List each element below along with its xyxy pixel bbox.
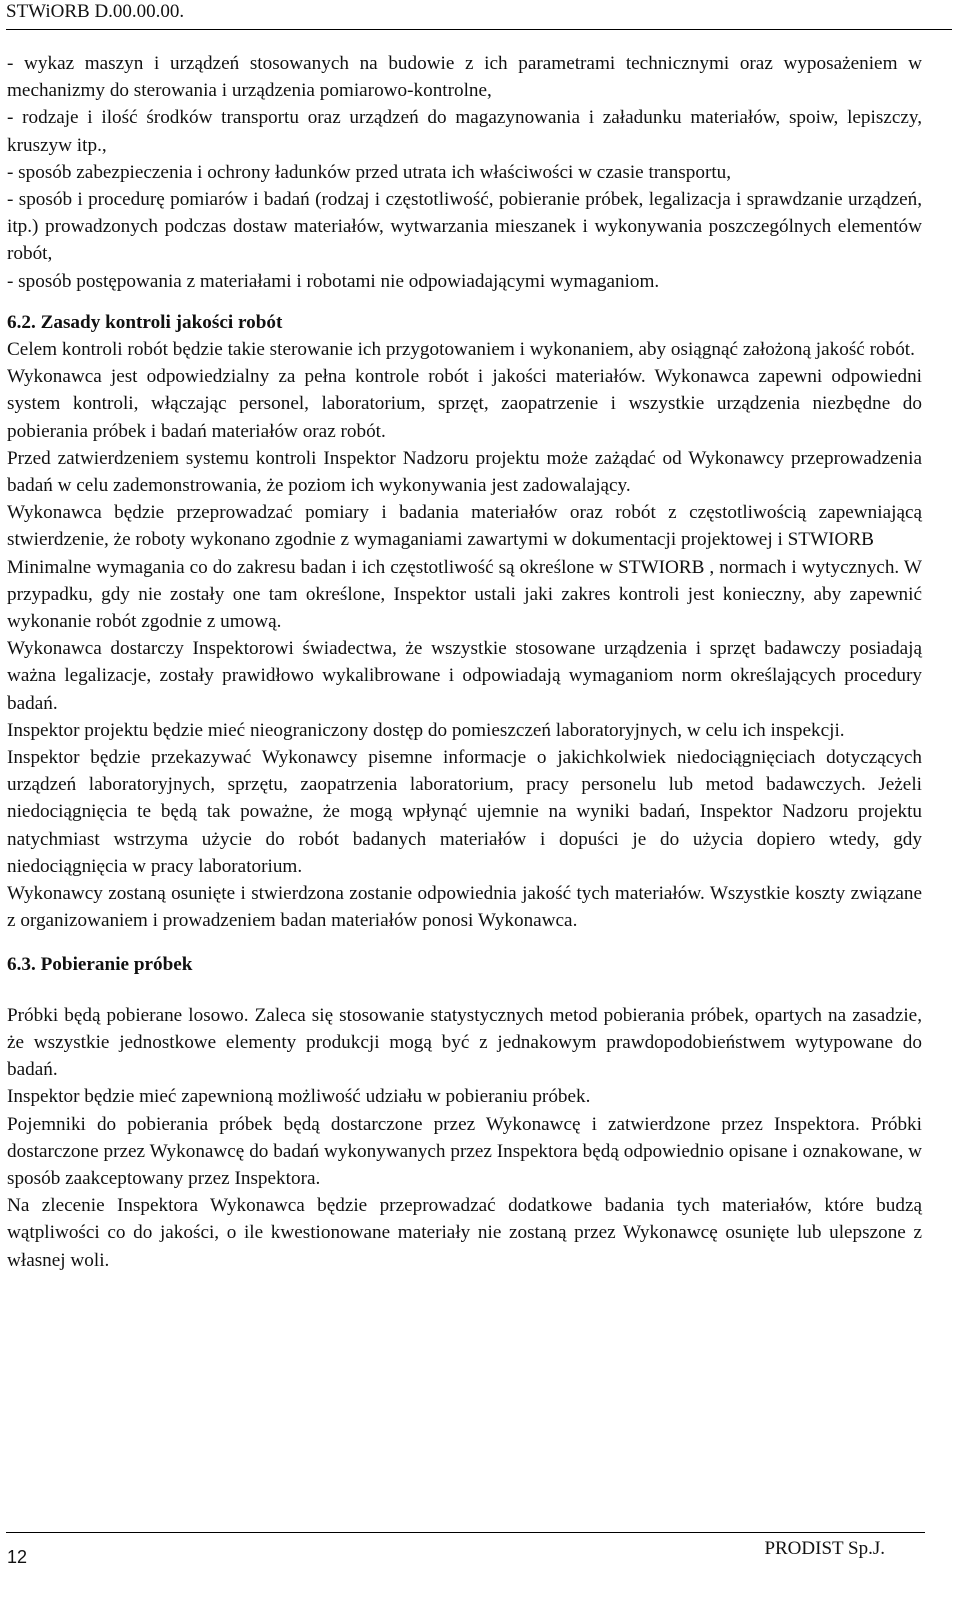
section-6-2 [7,309,922,935]
document-body [7,50,922,1274]
list-item: - sposób i procedurę pomiarów i badań (rodzaj i częstotliwość, pobieranie próbek, legalizacja i sprawdzanie urządzeń, itp.) prowadzonych podczas dostaw materiałów, wytwarzania mieszanek i wykonywania poszczególnych elementów robót, [7,189,922,265]
header-divider [6,29,952,30]
list-item: - sposób postępowania z materiałami i robotami nie odpowiadającymi wymaganiom. [7,270,660,292]
section-heading: 6.2. Zasady kontroli jakości robót [7,311,283,333]
document-code: STWiORB D.00.00.00. [6,1,185,22]
list-item: - rodzaje i ilość środków transportu oraz urządzeń do magazynowania i załadunku materiałów, spoiw, lepiszczy, kruszyw itp., [7,107,922,156]
paragraph: Wykonawca jest odpowiedzialny za pełna kontrole robót i jakości materiałów. Wykonawca zapewni odpowiedni system kontroli, włączając personel, laboratorium, sprzęt, zaopatrzenie i wszystkie urządzenia niezbędne do pobierania próbek i badań materiałów oraz robót. [7,366,922,442]
paragraph: Inspektor projektu będzie mieć nieograniczony dostęp do pomieszczeń laboratoryjnych, w celu ich inspekcji. [7,719,845,741]
paragraph: Próbki będą pobierane losowo. Zaleca się stosowanie statystycznych metod pobierania próbek, opartych na zasadzie, że wszystkie jednostkowe elementy produkcji mogą być z jednakowym prawdopodobieństwem wytypowane do badań. [7,1004,922,1081]
section-6-3 [7,951,922,1274]
paragraph: Na zlecenie Inspektora Wykonawca będzie przeprowadzać dodatkowe badania tych materiałów, które budzą wątpliwości co do jakości, o ile kwestionowane materiały nie zostaną przez Wykonawcę osunięte lub ulepszone z własnej woli. [7,1195,922,1271]
paragraph: Inspektor będzie mieć zapewnioną możliwość udziału w pobieraniu próbek. [7,1086,591,1108]
paragraph: Wykonawca dostarczy Inspektorowi świadectwa, że wszystkie stosowane urządzenia i sprzęt badawczy posiadają ważna legalizacje, zostały prawidłowo wykalibrowane i odpowiadają wymaganiom norm określających procedury badań. [7,638,922,714]
company-name: PRODIST Sp.J. [764,1538,885,1559]
intro-list [7,50,922,295]
paragraph: Minimalne wymagania co do zakresu badan i ich częstotliwość są określone w STWIORB , normach i wytycznych. W przypadku, gdy nie zostały one tam określone, Inspektor ustali jaki zakres kontroli jest konieczny, aby zapewnić wykonanie robót zgodnie z umową. [7,556,922,633]
paragraph: Celem kontroli robót będzie takie sterowanie ich przygotowaniem i wykonaniem, aby osiągnąć założoną jakość robót. [7,339,915,361]
list-item: - sposób zabezpieczenia i ochrony ładunków przed utrata ich właściwości w czasie transportu, [7,161,732,183]
section-heading: 6.3. Pobieranie próbek [7,953,193,975]
paragraph: Wykonawcy zostaną osunięte i stwierdzona zostanie odpowiednia jakość tych materiałów. Wszystkie koszty związane z organizowaniem i prowadzeniem badan materiałów ponosi Wykonawca. [7,883,922,932]
paragraph: Inspektor będzie przekazywać Wykonawcy pisemne informacje o jakichkolwiek niedociągnięciach dotyczących urządzeń laboratoryjnych, sprzętu, zaopatrzenia laboratorium, pracy personelu lub metod badawczych. Jeżeli niedociągnięcia te będą tak poważne, że mogą wpłynąć ujemnie na wyniki badań, Inspektor Nadzoru projektu natychmiast wstrzyma użycie do robót badanych materiałów i dopuści je do użycia dopiero wtedy, gdy niedociągnięcia w pracy laboratorium. [7,747,922,877]
list-item: - wykaz maszyn i urządzeń stosowanych na budowie z ich parametrami technicznymi oraz wyposażeniem w mechanizmy do sterowania i urządzenia pomiarowo-kontrolne, [7,53,922,102]
paragraph: Wykonawca będzie przeprowadzać pomiary i badania materiałów oraz robót z częstotliwością zapewniającą stwierdzenie, że roboty wykonano zgodnie z wymaganiami zawartymi w dokumentacji projektowej i STWIORB [7,502,922,551]
paragraph: Pojemniki do pobierania próbek będą dostarczone przez Wykonawcę i zatwierdzone przez Inspektora. Próbki dostarczone przez Wykonawcę do badań wykonywanych przez Inspektora będą odpowiednio opisane i oznakowane, w sposób zaakceptowany przez Inspektora. [7,1113,922,1189]
footer-divider [6,1532,925,1533]
paragraph: Przed zatwierdzeniem systemu kontroli Inspektor Nadzoru projektu może zażądać od Wykonawcy przeprowadzenia badań w celu zademonstrowania, że poziom ich wykonywania jest zadowalający. [7,447,922,497]
page-number: 12 [7,1547,28,1567]
